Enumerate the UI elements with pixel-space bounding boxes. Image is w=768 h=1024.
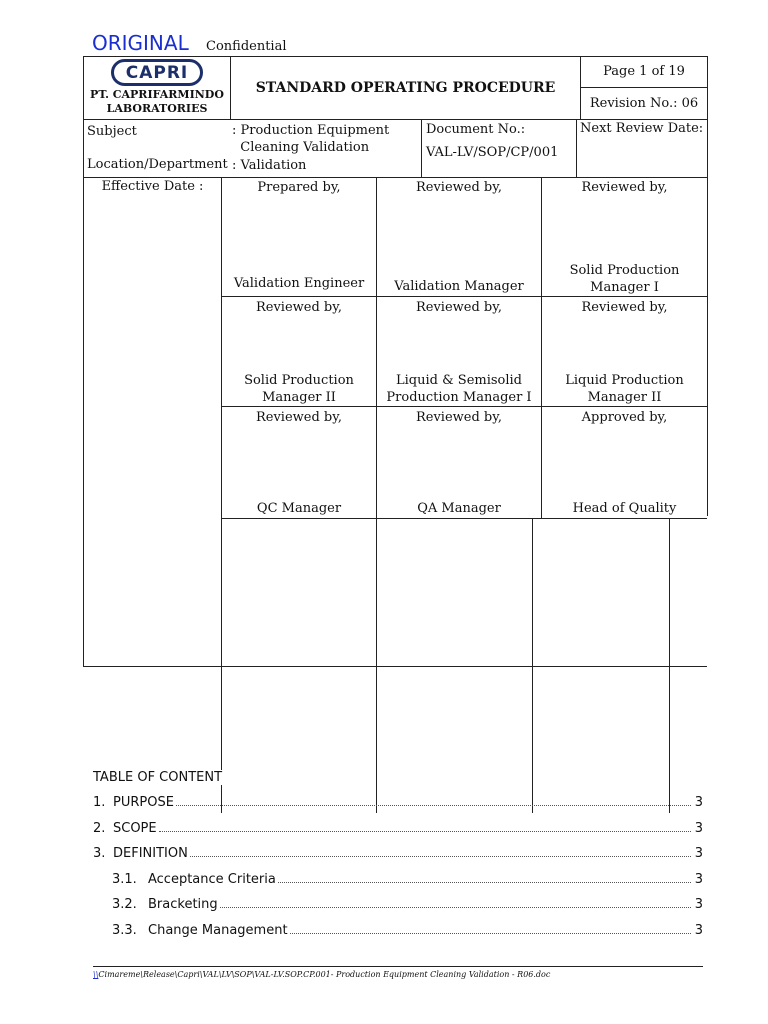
logo-text: CAPRI <box>125 62 189 83</box>
document-number-value: VAL-LV/SOP/CP/001 <box>426 145 559 160</box>
approval-row3-bottom <box>221 518 707 519</box>
toc-leader-dots <box>190 846 691 857</box>
location-value: : Validation <box>232 158 307 173</box>
subject-value: : Production Equipment Cleaning Validation <box>232 123 390 155</box>
location-label: Location/Department <box>87 157 228 172</box>
approval-row4-bottom <box>83 666 707 667</box>
toc-item-number: 3.2. <box>112 897 137 912</box>
approval-signatory-title: Liquid & Semisolid Production Manager I <box>386 373 532 405</box>
footer-path-prefix[interactable]: \\ <box>93 970 99 979</box>
approval-signatory-title: QC Manager <box>256 501 342 516</box>
toc-item-number: 1. <box>93 795 106 810</box>
toc-leader-dots <box>290 923 691 934</box>
approval-signatory-title: Solid Production Manager I <box>569 263 680 295</box>
toc-item-page: 3 <box>694 897 703 912</box>
approval-col2 <box>376 177 377 813</box>
info-bottom-border <box>83 177 707 178</box>
approval-role-label: Reviewed by, <box>415 410 503 425</box>
info-review-divider <box>576 119 577 177</box>
approval-signatory-title: QA Manager <box>417 501 501 516</box>
approval-signatory-title: Validation Engineer <box>233 276 365 291</box>
header-bottom-border <box>83 119 707 120</box>
toc-item-page: 3 <box>694 846 703 861</box>
toc-item[interactable] <box>93 897 703 915</box>
footer-rule <box>93 966 703 967</box>
approval-role-label: Prepared by, <box>257 180 341 195</box>
toc-item-label: DEFINITION <box>113 846 188 861</box>
header-top-border <box>83 56 707 57</box>
toc-item[interactable] <box>93 872 703 890</box>
toc-item-page: 3 <box>694 923 703 938</box>
toc-item-label: Acceptance Criteria <box>148 872 276 887</box>
header-right-border <box>707 56 708 516</box>
approval-signatory-title: Solid Production Manager II <box>244 373 354 405</box>
toc-heading: TABLE OF CONTENT <box>93 770 226 785</box>
approval-role-label: Reviewed by, <box>255 410 343 425</box>
toc-leader-dots <box>220 897 691 908</box>
document-number-label: Document No.: <box>426 122 526 137</box>
approval-row1-bottom <box>221 296 707 297</box>
approval-signatory-title: Head of Quality <box>572 501 677 516</box>
header-right-split <box>580 87 707 88</box>
toc-item-page: 3 <box>694 795 703 810</box>
approval-role-label: Reviewed by, <box>581 180 668 195</box>
document-title: STANDARD OPERATING PROCEDURE <box>255 80 556 96</box>
toc-item-number: 3. <box>93 846 106 861</box>
header-left-border <box>83 56 84 516</box>
effective-date-label: Effective Date : <box>101 179 204 194</box>
toc-item[interactable] <box>93 821 703 839</box>
toc-item[interactable] <box>93 923 703 941</box>
toc-item-number: 3.3. <box>112 923 137 938</box>
toc-item-page: 3 <box>694 821 703 836</box>
toc-item-number: 2. <box>93 821 106 836</box>
toc-leader-dots <box>176 795 691 806</box>
confidential-label: Confidential <box>206 39 287 54</box>
info-doc-divider <box>421 119 422 177</box>
footer-path-text: Cimareme\Release\Capri\VAL\LV\SOP\VAL-LV.SOP.CP.001- Production Equipment Cleaning Validation - R06.doc <box>98 970 551 979</box>
toc-item-label: PURPOSE <box>113 795 174 810</box>
approval-role-label: Reviewed by, <box>415 300 503 315</box>
approval-left-lower <box>83 516 84 666</box>
company-name-line2: LABORATORIES <box>106 102 208 115</box>
approval-signatory-title: Liquid Production Manager II <box>565 373 684 405</box>
toc-leader-dots <box>159 821 691 832</box>
capri-logo <box>111 59 203 86</box>
next-review-date-label: Next Review Date: <box>580 121 704 136</box>
approval-col1 <box>221 177 222 813</box>
toc-leader-dots <box>278 872 691 883</box>
toc-item[interactable] <box>93 795 703 813</box>
company-name-line1: PT. CAPRIFARMINDO <box>90 88 224 101</box>
approval-role-label: Approved by, <box>581 410 668 425</box>
subject-label: Subject <box>87 124 137 139</box>
approval-row2-bottom <box>221 406 707 407</box>
approval-col3 <box>541 177 542 518</box>
approval-role-label: Reviewed by, <box>255 300 343 315</box>
revision-number: Revision No.: 06 <box>589 96 699 111</box>
toc-item-page: 3 <box>694 872 703 887</box>
approval-role-label: Reviewed by, <box>581 300 668 315</box>
toc-item-label: Bracketing <box>148 897 218 912</box>
toc-item-label: Change Management <box>148 923 288 938</box>
footer-file-path[interactable] <box>93 970 550 979</box>
approval-role-label: Reviewed by, <box>415 180 503 195</box>
original-stamp: ORIGINAL <box>92 31 189 55</box>
toc-item[interactable] <box>93 846 703 864</box>
approval-signatory-title: Validation Manager <box>394 279 524 294</box>
page-info: Page 1 of 19 <box>603 64 685 79</box>
toc-item-label: SCOPE <box>113 821 157 836</box>
toc-item-number: 3.1. <box>112 872 137 887</box>
